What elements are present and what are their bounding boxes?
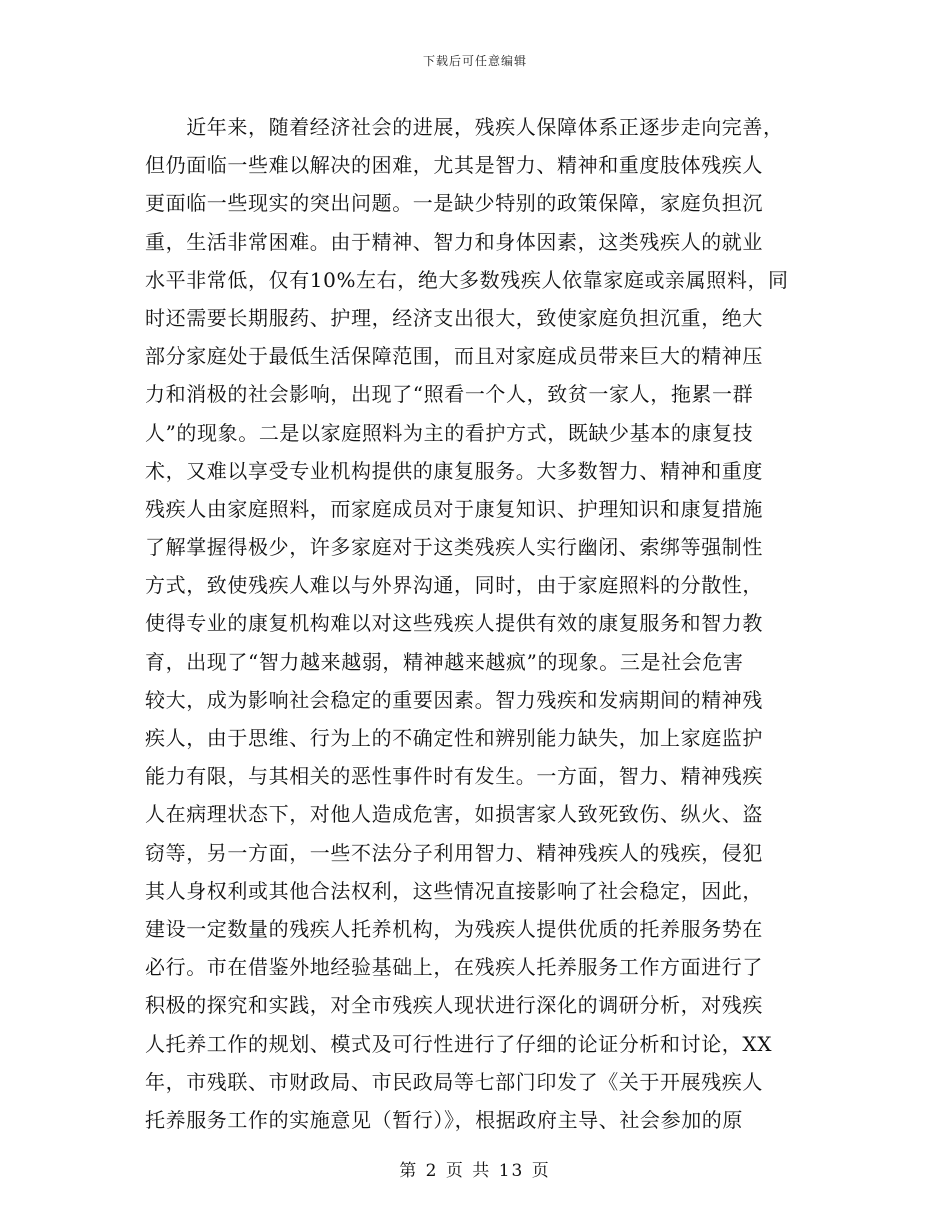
body-line: 水平非常低，仅有10%左右，绝大多数残疾人依靠家庭或亲属照料，同 xyxy=(145,267,789,292)
body-line: 术，又难以享受专业机构提供的康复服务。大多数智力、精神和重度 xyxy=(145,458,763,483)
body-line: 人”的现象。二是以家庭照料为主的看护方式，既缺少基本的康复技 xyxy=(145,420,754,445)
body-line: 疾人，由于思维、行为上的不确定性和辨别能力缺失，加上家庭监护 xyxy=(145,726,763,750)
body-line: 残疾人由家庭照料，而家庭成员对于康复知识、护理知识和康复措施 xyxy=(145,496,763,521)
body-line: 部分家庭处于最低生活保障范围，而且对家庭成员带来巨大的精神压 xyxy=(145,344,763,369)
body-line: 但仍面临一些难以解决的困难，尤其是智力、精神和重度肢体残疾人 xyxy=(145,153,763,178)
body-line: 年，市残联、市财政局、市民政局等七部门印发了《关于开展残疾人 xyxy=(145,1069,763,1094)
body-line: 较大，成为影响社会稳定的重要因素。智力残疾和发病期间的精神残 xyxy=(145,687,763,712)
body-line: 其人身权利或其他合法权利，这些情况直接影响了社会稳定，因此， xyxy=(145,878,763,903)
body-line: 窃等，另一方面，一些不法分子利用智力、精神残疾人的残疾，侵犯 xyxy=(145,840,763,865)
body-line: 时还需要长期服药、护理，经济支出很大，致使家庭负担沉重，绝大 xyxy=(145,305,763,330)
body-line: 积极的探究和实践，对全市残疾人现状进行深化的调研分析，对残疾 xyxy=(145,993,763,1018)
body-line: 能力有限，与其相关的恶性事件时有发生。一方面，智力、精神残疾 xyxy=(145,764,763,789)
body-line: 力和消极的社会影响，出现了“照看一个人，致贫一家人，拖累一群 xyxy=(145,382,754,407)
body-line: 必行。市在借鉴外地经验基础上，在残疾人托养服务工作方面进行了 xyxy=(145,955,763,980)
body-line: 近年来，随着经济社会的进展，残疾人保障体系正逐步走向完善， xyxy=(145,115,784,139)
body-line: 人托养工作的规划、模式及可行性进行了仔细的论证分析和讨论，XX xyxy=(145,1031,773,1056)
body-line: 人在病理状态下，对他人造成危害，如损害家人致死致伤、纵火、盗 xyxy=(145,802,763,827)
body-line: 托养服务工作的实施意见（暂行）》，根据政府主导、社会参加的原 xyxy=(145,1107,743,1132)
body-line: 重，生活非常困难。由于精神、智力和身体因素，这类残疾人的就业 xyxy=(145,229,763,254)
page-header: 下载后可任意编辑 xyxy=(422,54,527,68)
body-line: 更面临一些现实的突出问题。一是缺少特别的政策保障，家庭负担沉 xyxy=(145,191,763,216)
body-line: 建设一定数量的残疾人托养机构，为残疾人提供优质的托养服务势在 xyxy=(145,916,763,941)
body-line: 方式，致使残疾人难以与外界沟通，同时，由于家庭照料的分散性， xyxy=(145,573,763,598)
page-number-footer: 第 2 页 共 13 页 xyxy=(399,1161,551,1181)
body-line: 育，出现了“智力越来越弱，精神越来越疯”的现象。三是社会危害 xyxy=(145,649,744,674)
body-line: 使得专业的康复机构难以对这些残疾人提供有效的康复服务和智力教 xyxy=(145,611,763,636)
body-paragraph xyxy=(145,108,810,1139)
body-line: 了解掌握得极少，许多家庭对于这类残疾人实行幽闭、索绑等强制性 xyxy=(145,535,763,560)
